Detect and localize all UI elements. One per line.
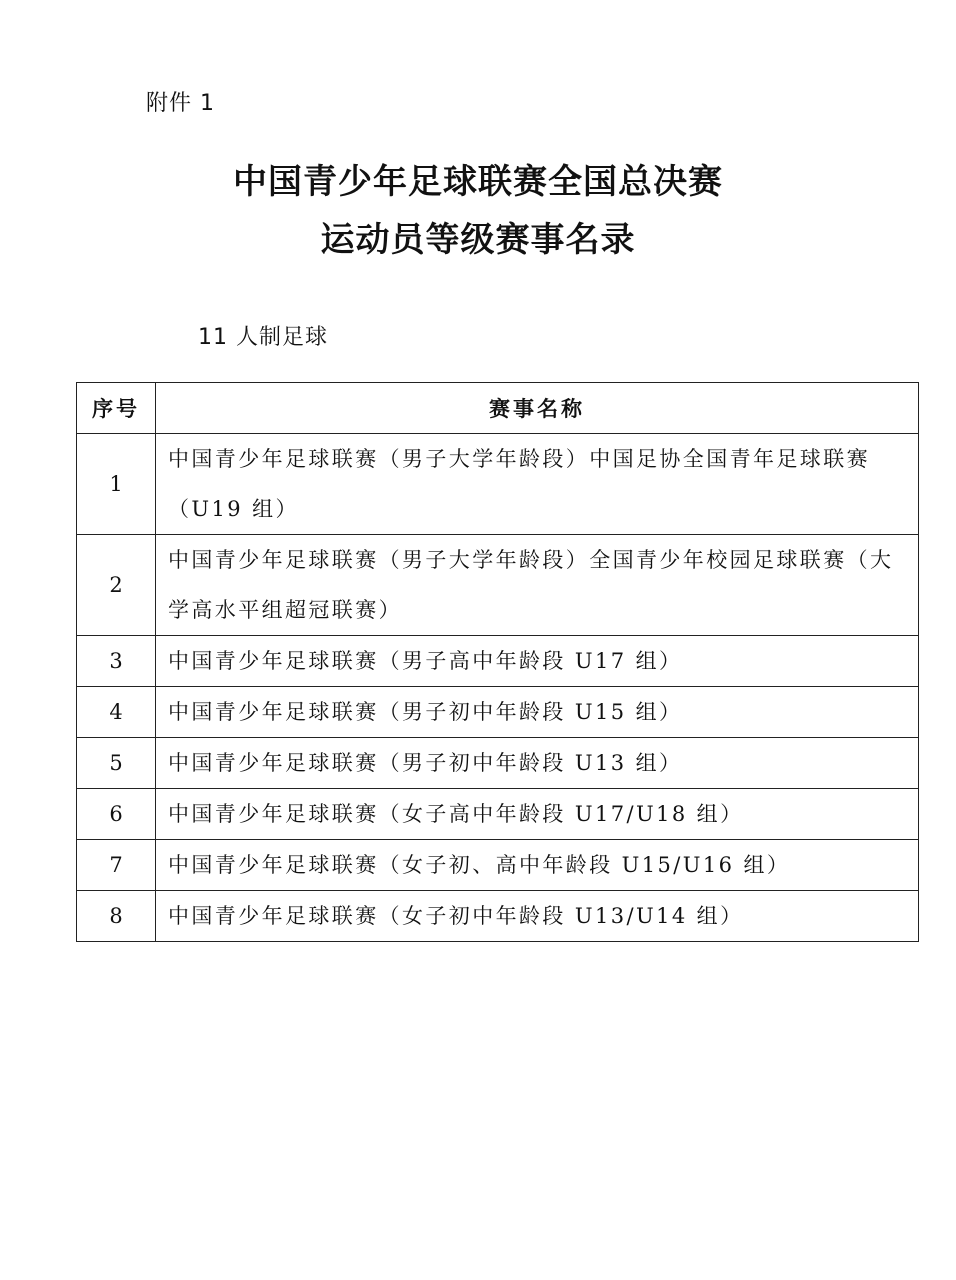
table-header-row bbox=[77, 383, 919, 434]
row-event-name: 中国青少年足球联赛（女子初中年龄段 U13/U14 组） bbox=[156, 891, 919, 942]
header-seq: 序号 bbox=[77, 383, 156, 434]
row-event-name: 中国青少年足球联赛（男子初中年龄段 U13 组） bbox=[156, 738, 919, 789]
row-event-name: 中国青少年足球联赛（男子初中年龄段 U15 组） bbox=[156, 687, 919, 738]
table-row bbox=[77, 891, 919, 942]
row-event-name: 中国青少年足球联赛（男子大学年龄段）全国青少年校园足球联赛（大学高水平组超冠联赛） bbox=[156, 535, 919, 636]
row-seq: 1 bbox=[77, 434, 156, 535]
row-event-name: 中国青少年足球联赛（男子大学年龄段）中国足协全国青年足球联赛（U19 组） bbox=[156, 434, 919, 535]
table-row bbox=[77, 687, 919, 738]
table-row bbox=[77, 840, 919, 891]
document-title-line-1: 中国青少年足球联赛全国总决赛 bbox=[233, 162, 723, 202]
row-seq: 3 bbox=[77, 636, 156, 687]
row-seq: 2 bbox=[77, 535, 156, 636]
section-heading: 11 人制足球 bbox=[198, 325, 328, 350]
table-row bbox=[77, 636, 919, 687]
table-row bbox=[77, 535, 919, 636]
row-seq: 8 bbox=[77, 891, 156, 942]
document-title-line-2: 运动员等级赛事名录 bbox=[320, 220, 636, 260]
event-list-table bbox=[76, 382, 919, 942]
table-row bbox=[77, 738, 919, 789]
row-event-name: 中国青少年足球联赛（男子高中年龄段 U17 组） bbox=[156, 636, 919, 687]
row-event-name: 中国青少年足球联赛（女子初、高中年龄段 U15/U16 组） bbox=[156, 840, 919, 891]
row-seq: 6 bbox=[77, 789, 156, 840]
header-event-name: 赛事名称 bbox=[156, 383, 919, 434]
row-seq: 7 bbox=[77, 840, 156, 891]
row-seq: 5 bbox=[77, 738, 156, 789]
table-row bbox=[77, 434, 919, 535]
attachment-label: 附件 1 bbox=[146, 91, 215, 116]
row-seq: 4 bbox=[77, 687, 156, 738]
row-event-name: 中国青少年足球联赛（女子高中年龄段 U17/U18 组） bbox=[156, 789, 919, 840]
table-row bbox=[77, 789, 919, 840]
